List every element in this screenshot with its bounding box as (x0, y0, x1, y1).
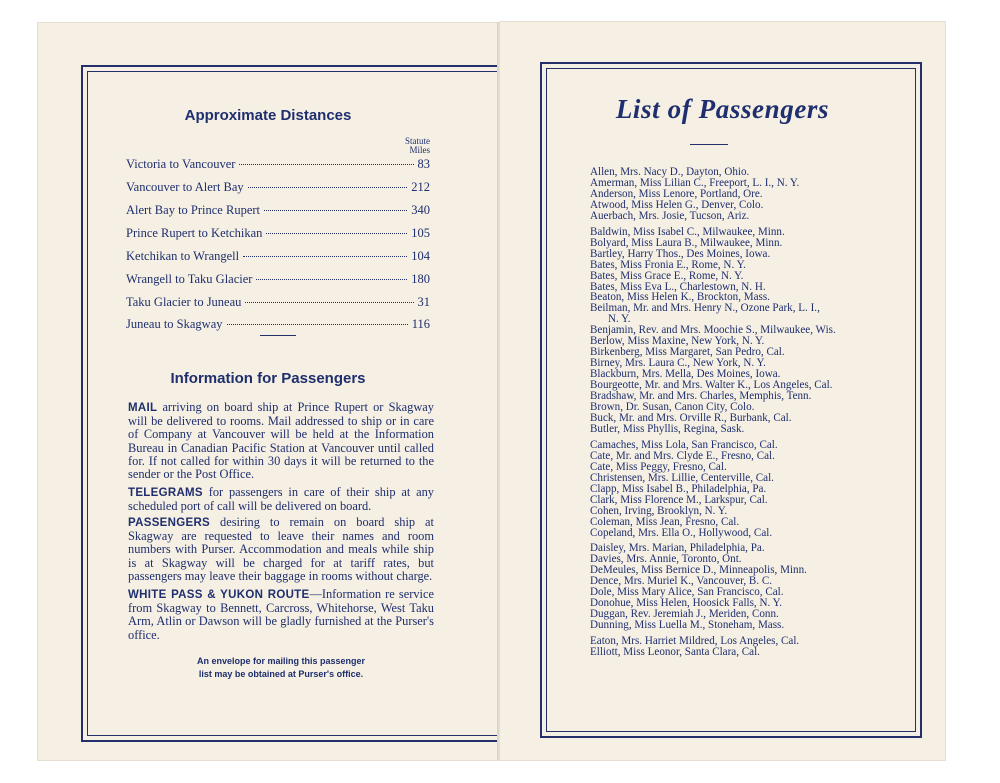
passenger-entry: Benjamin, Rev. and Mrs. Moochie S., Milwaukee, Wis. (590, 324, 836, 337)
passenger-entry: Elliott, Miss Leonor, Santa Clara, Cal. (590, 646, 760, 659)
passenger-entry: Coleman, Miss Jean, Fresno, Cal. (590, 515, 740, 528)
route-name: Juneau to Skagway (126, 317, 223, 331)
passenger-entry: Bradshaw, Mr. and Mrs. Charles, Memphis, Tenn. (590, 390, 812, 403)
passenger-entry: Clark, Miss Florence M., Larkspur, Cal. (590, 493, 768, 506)
passenger-entry: Brown, Dr. Susan, Canon City, Colo. (590, 401, 755, 414)
route-miles: 340 (411, 203, 430, 217)
dot-leader (248, 187, 408, 188)
statute-miles-header (386, 137, 430, 155)
passenger-entry: Bartley, Harry Thos., Des Moines, Iowa. (590, 247, 771, 260)
route-miles: 83 (417, 157, 430, 171)
passenger-entry: Cate, Miss Peggy, Fresno, Cal. (590, 460, 727, 473)
passenger-entry: Davies, Mrs. Annie, Toronto, Ont. (590, 553, 742, 566)
info-paragraph-text: desiring to remain on board ship at Skagway are requested to leave their names and room numbers with Purser. Accommodation and meals while ship is at Skagway will be charged for at tariff rates, but passengers may leave their baggage in rooms without charge. (128, 515, 434, 583)
passenger-entry: Baldwin, Miss Isabel C., Milwaukee, Minn. (590, 225, 785, 238)
passenger-entry: Cate, Mr. and Mrs. Clyde E., Fresno, Cal. (590, 449, 775, 462)
route-miles: 31 (417, 295, 430, 309)
distance-row (126, 203, 430, 221)
passenger-group (590, 440, 905, 539)
passenger-entry: Anderson, Miss Lenore, Portland, Ore. (590, 187, 763, 200)
route-name: Taku Glacier to Juneau (126, 295, 242, 309)
dot-leader (266, 233, 407, 234)
passenger-entry: Clapp, Miss Isabel B., Philadelphia, Pa. (590, 482, 767, 495)
passenger-entry: Bates, Miss Grace E., Rome, N. Y. (590, 269, 744, 282)
passenger-entry: Auerbach, Mrs. Josie, Tucson, Ariz. (590, 209, 750, 222)
envelope-note (128, 655, 434, 681)
dot-leader (264, 210, 407, 211)
passenger-entry: Daisley, Mrs. Marian, Philadelphia, Pa. (590, 542, 765, 555)
passenger-entry: Birkenberg, Miss Margaret, San Pedro, Cal. (590, 346, 785, 359)
info-paragraph-text: —Information re service from Skagway to Bennett, Carcross, Whitehorse, West Taku Arm, Atlin or Dawson will be gladly furnished at the Purser's office. (128, 587, 434, 642)
envelope-note-line2: list may be obtained at Purser's office. (198, 669, 364, 679)
route-name: Victoria to Vancouver (126, 157, 236, 171)
passenger-entry: Copeland, Mrs. Ella O., Hollywood, Cal. (590, 526, 773, 539)
info-paragraph-lead: MAIL (128, 402, 158, 414)
miles-header-line2: Miles (409, 145, 430, 155)
passenger-list (590, 167, 905, 663)
passenger-group (590, 167, 905, 222)
passenger-entry: Bates, Miss Eva L., Charlestown, N. H. (590, 280, 766, 293)
passenger-entry: Amerman, Miss Lilian C., Freeport, L. I., N. Y. (590, 176, 800, 189)
dot-leader (245, 302, 413, 303)
passenger-group (590, 227, 905, 435)
distance-row (126, 249, 430, 267)
passenger-entry: Camaches, Miss Lola, San Francisco, Cal. (590, 438, 778, 451)
passenger-entry: Blackburn, Mrs. Mella, Des Moines, Iowa. (590, 368, 781, 381)
right-page (500, 22, 945, 760)
passenger-entry: Atwood, Miss Helen G., Denver, Colo. (590, 198, 764, 211)
passenger-entry: N. Y. (608, 313, 631, 326)
info-paragraph (128, 516, 434, 583)
passenger-entry: Christensen, Mrs. Lillie, Centerville, Cal. (590, 471, 774, 484)
distance-row (126, 272, 430, 290)
passenger-entry: Beaton, Miss Helen K., Brockton, Mass. (590, 291, 770, 304)
passenger-entry: Bates, Miss Fronia E., Rome, N. Y. (590, 258, 746, 271)
route-miles: 105 (411, 226, 430, 240)
info-paragraph (128, 588, 434, 642)
statute-header-line1: Statute (405, 136, 430, 146)
passenger-entry: Bolyard, Miss Laura B., Milwaukee, Minn. (590, 236, 783, 249)
passenger-entry: Buck, Mr. and Mrs. Orville R., Burbank, Cal. (590, 411, 792, 424)
distances-title: Approximate Distances (184, 107, 352, 124)
passenger-group (590, 543, 905, 631)
info-paragraph (128, 401, 434, 481)
dot-leader (243, 256, 407, 257)
title-underline (690, 144, 728, 145)
passenger-entry: Birney, Mrs. Laura C., New York, N. Y. (590, 357, 766, 370)
route-name: Prince Rupert to Ketchikan (126, 226, 263, 240)
route-name: Ketchikan to Wrangell (126, 249, 240, 263)
dot-leader (256, 279, 407, 280)
passenger-entry: Cohen, Irving, Brooklyn, N. Y. (590, 504, 728, 517)
info-paragraph-lead: PASSENGERS (128, 517, 211, 529)
dot-leader (227, 324, 408, 325)
route-name: Vancouver to Alert Bay (126, 180, 244, 194)
distance-row (126, 180, 430, 198)
passenger-entry: Butler, Miss Phyllis, Regina, Sask. (590, 422, 745, 435)
route-miles: 180 (411, 272, 430, 286)
section-divider (260, 335, 296, 336)
distance-row (126, 317, 430, 335)
passenger-entry: Eaton, Mrs. Harriet Mildred, Los Angeles, Cal. (590, 635, 800, 648)
route-name: Wrangell to Taku Glacier (126, 272, 253, 286)
passenger-entry: Donohue, Miss Helen, Hoosick Falls, N. Y. (590, 597, 782, 610)
info-paragraph-lead: TELEGRAMS (128, 487, 203, 499)
info-paragraph-lead: WHITE PASS & YUKON ROUTE (128, 589, 310, 601)
passenger-entry: Bourgeotte, Mr. and Mrs. Walter K., Los Angeles, Cal. (590, 379, 833, 392)
passenger-entry: Berlow, Miss Maxine, New York, N. Y. (590, 335, 765, 348)
passenger-entry: Dunning, Miss Luella M., Stoneham, Mass. (590, 619, 785, 632)
passenger-entry: Dence, Mrs. Muriel K., Vancouver, B. C. (590, 575, 773, 588)
distance-row (126, 295, 430, 313)
passenger-entry: Duggan, Rev. Jeremiah J., Meriden, Conn. (590, 608, 779, 621)
route-miles: 116 (411, 317, 430, 331)
distance-row (126, 226, 430, 244)
passenger-entry: Allen, Mrs. Nacy D., Dayton, Ohio. (590, 166, 750, 178)
passenger-entry: DeMeules, Miss Bernice D., Minneapolis, Minn. (590, 564, 807, 577)
info-paragraph (128, 486, 434, 513)
passenger-entry: Dole, Miss Mary Alice, San Francisco, Cal. (590, 586, 784, 599)
left-page (38, 23, 498, 760)
route-miles: 212 (411, 180, 430, 194)
passengers-title: List of Passengers (615, 94, 830, 124)
distance-row (126, 157, 430, 175)
route-miles: 104 (411, 249, 430, 263)
info-paragraph-text: for passengers in care of their ship at any scheduled port of call will be delivered on board. (128, 485, 434, 514)
info-paragraph-text: arriving on board ship at Prince Rupert or Skagway will be delivered to rooms. Mail addressed to ship or in care of Company at Vancouver will be held at the Information Bureau in Canadian Pacific Station at Vancouver until called for. If not called for within 30 days it will be returned to the sender or the Post Office. (128, 400, 434, 482)
passenger-entry: Beilman, Mr. and Mrs. Henry N., Ozone Park, L. I., (590, 302, 820, 315)
dot-leader (239, 164, 413, 165)
envelope-note-line1: An envelope for mailing this passenger (196, 656, 366, 666)
route-name: Alert Bay to Prince Rupert (126, 203, 260, 217)
information-title: Information for Passengers (170, 370, 366, 387)
passenger-group (590, 636, 905, 658)
